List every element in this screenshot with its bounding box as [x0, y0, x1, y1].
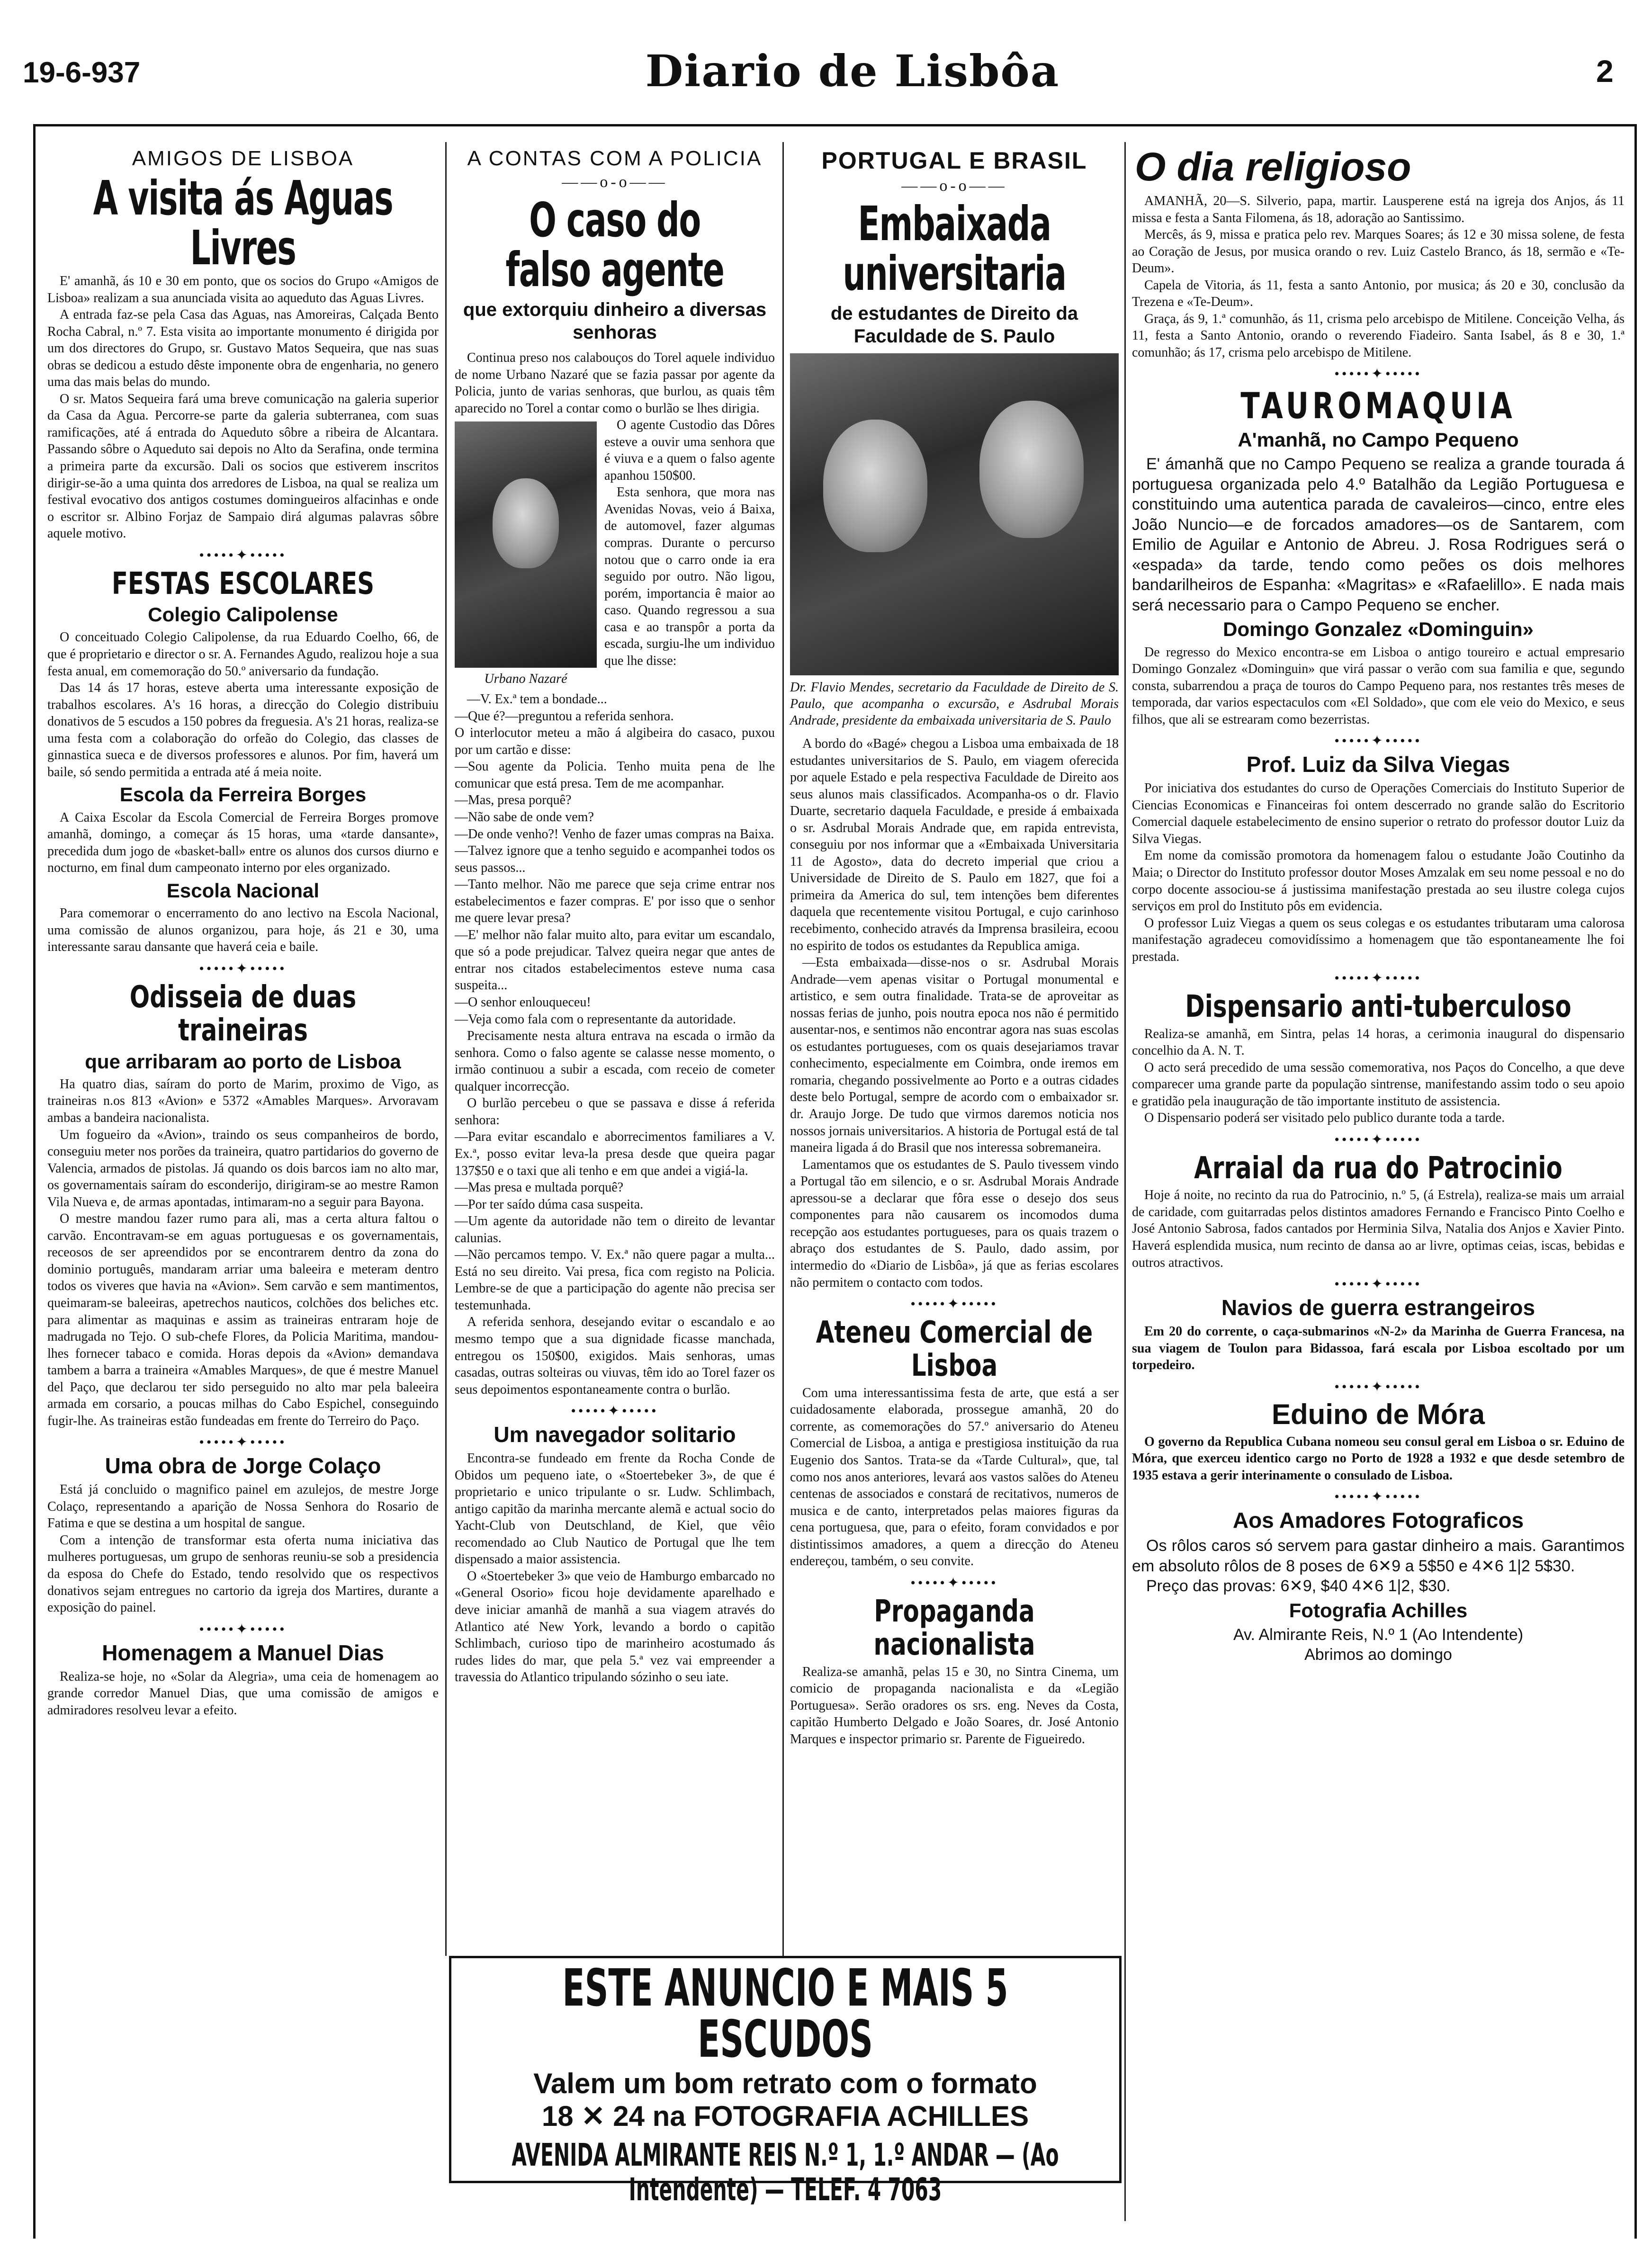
article-body: [47, 905, 439, 956]
ad-address: AVENIDA ALMIRANTE REIS N.º 1, 1.º ANDAR — (Ao Intendente) — TELEF. 4 7063: [512, 2137, 1059, 2208]
advertisement-box: [449, 1956, 1122, 2208]
paragraph: O acto será precedido de uma sessão comemorativa, nos Paços do Concelho, a que deve comparecer uma grande parte da população sintrense, manifestando assim todo o seu apoio e gratidão pela inauguração de tão importante instituto de assistencia.: [1132, 1060, 1625, 1109]
paragraph: —V. Ex.ª tem a bondade... —Que é?—preguntou a referida senhora. O interlocutor meteu a mão á algibeira do casaco, puxou por um cartão e disse: —Sou agente da Policia. Tenho muita pena de lhe comunicar que está presa. Tem de me acompanhar. —Mas, presa porquê? —Não sabe de onde vem? —De onde venho?! Venho de fazer umas compras na Baixa. —Talvez ignore que a tenho seguido e acompanhei todos os seus passos... —Tanto melhor. Não me parece que seja crime entrar nos estabelecimentos e fazer compras. E' por isso que o senhor me quere levar presa? —E' melhor não falar muito alto, para evitar um escandalo, que só a pode prejudicar. Talvez queira negar que antes de entrar nos citados estabelecimentos esteve numa casa suspeita... —O senhor enlouqueceu! —Veja como fala com o representante da autoridade.: [455, 692, 775, 1027]
paragraph: O «Stoertebeker 3» que veio de Hamburgo embarcado no «General Osorio» ficou hoje devidamente aparelhado e deve iniciar amanhã de manhã a sua viagem através do Atlantico até New York, levando a bordo o capitão Schlimbach, curioso tipo de marinheiro acostumado ás rudes lides do mar, que pela 5.ª vez vai empreender a travessia do Atlantico tripulando sózinho o seu iate.: [455, 1568, 775, 1685]
article-headline: Navios de guerra estrangeiros: [1221, 1295, 1535, 1320]
section-headline: O dia religioso: [1135, 144, 1411, 189]
article-subheadline: de estudantes de Direito da Faculdade de S. Paulo: [830, 303, 1078, 347]
paragraph: Mercês, ás 9, missa e pratica pelo rev. Marques Soares; ás 12 e 30 missa solene, de festa ao Coração de Jesus, por musica orando o rev. Luiz Castelo Branco, ás 18, sermão e «Te-Deum».: [1132, 227, 1625, 276]
paragraph: O agente Custodio das Dôres esteve a ouvir uma senhora que é viuva e a quem o falso agente apanhou 150$00.: [604, 418, 775, 483]
article-body: [47, 629, 439, 780]
paragraph: Preço das provas: 6✕9, $40 4✕6 1|2, $30.: [1146, 1577, 1451, 1595]
paragraph: Com a intenção de transformar esta oferta numa iniciativa das mulheres portuguesas, um grupo de senhoras reuniu-se sob a presidencia da esposa do Chefe do Estado, tendo resolvido que os respectivos donativos sejam entregues no cartorio da igreja dos Martires, durante a exposição do painel.: [47, 1532, 439, 1615]
paragraph: E' amanhã, ás 10 e 30 em ponto, que os socios do Grupo «Amigos de Lisboa» realizam a sua anunciada visita ao aqueduto das Aguas Livres.: [47, 274, 439, 305]
subheading: Escola da Ferreira Borges: [119, 783, 367, 806]
paragraph: Por iniciativa dos estudantes do curso de Operações Comerciais do Instituto Superior de Ciencias Economicas e Financeiras foi ontem descerrado no grande salão do Escritorio Comercial daquele estabelecimento de ensino superior o retrato do professor doutor Luiz da Silva Viegas.: [1132, 781, 1625, 846]
article-body: [47, 273, 439, 542]
newspaper-title: Diario de Lisbôa: [645, 45, 1060, 97]
issue-date: 19-6-937: [23, 56, 141, 89]
ornament-divider: ——o-o——: [562, 173, 668, 191]
ornament-divider: •••••✦•••••: [1334, 970, 1422, 986]
paragraph: —Esta embaixada—disse-nos o sr. Asdrubal Morais Andrade—vem apenas visitar o Portugal monumental e artistico, e sem outra finalidade. Trata-se de aproveitar as nossas ferias de junho, pois noutra epoca nos não é permitido ausentar-nos, e sentimos não encontrar agora nas suas escolas os estudantes portugueses, com os quais desejariamos travar conhecimento, especialmente em Coimbra, onde iremos em romaria, chegando possivelmente ao Porto e a outras cidades deste belo Portugal, sempre de acordo com o embaixador sr. dr. Araujo Jorge. De tudo que virmos daremos noticia nos nossos jornais universitarios. A historia de Portugal está de tal maneira ligada á do Brasil que nos interessa sobremaneira.: [790, 955, 1119, 1156]
column-rule: [782, 142, 784, 1956]
paragraph: Lamentamos que os estudantes de S. Paulo tivessem vindo a Portugal tão em silencio, e o sr. Asdrubal Morais Andrade apressou-se a declarar que fôra esse o desejo dos seus componentes para não causarem os incomodos duma recepção aos estudantes portugueses, para os quais trazem o abraço dos estudantes de S. Paulo, dado assim, por intermedio do «Diario de Lisbôa», já que as ferias escolares não permitem o contacto com todos.: [790, 1157, 1119, 1290]
paragraph: O conceituado Colegio Calipolense, da rua Eduardo Coelho, 66, de que é proprietario e director o sr. A. Fernandes Agudo, realizou hoje a sua festa anual, em comemoração do 50.º aniversario da fundação.: [47, 630, 439, 679]
ornament-divider: •••••✦•••••: [1334, 1131, 1422, 1147]
paragraph: O governo da Republica Cubana nomeou seu consul geral em Lisboa o sr. Eduino de Móra, que exerceu identico cargo no Porto de 1928 a 1932 e que desde setembro de 1935 estava a gerir interinamente o consulado de Lisboa.: [1132, 1434, 1625, 1483]
column-1: [47, 142, 439, 2235]
photo-caption: Dr. Flavio Mendes, secretario da Faculdade de Direito de S. Paulo, que acompanha o excursão, e Asdrubal Morais Andrade, presidente da embaixada universitaria de S. Paulo: [790, 680, 1119, 728]
paragraph: Capela de Vitoria, ás 11, festa a santo Antonio, por musica; ás 20 e 30, conclusão da Trezena e «Te-Deum».: [1132, 278, 1625, 310]
article-body: [1132, 1434, 1625, 1484]
double-portrait-photo: [790, 353, 1119, 675]
column-rule: [445, 142, 447, 1956]
article-body: [1132, 193, 1625, 361]
ornament-divider: •••••✦•••••: [1334, 1489, 1422, 1505]
paragraph: Precisamente nesta altura entrava na escada o irmão da senhora. Como o falso agente se calasse nesse momento, o irmão continuou a subir a escada, com receio de cometer qualquer incorrecção.: [455, 1029, 775, 1094]
ornament-divider: •••••✦•••••: [199, 1434, 287, 1451]
article-body: [1132, 1536, 1625, 1596]
article-body: [455, 349, 775, 1398]
article-headline: Homenagem a Manuel Dias: [102, 1640, 384, 1665]
article-headline: Odisseia de duas traineiras: [129, 979, 357, 1048]
article-body: [1132, 454, 1625, 615]
paragraph: Ha quatro dias, saíram do porto de Marim, proximo de Vigo, as traineiras n.os 813 «Avion» e 5372 «Amables Marques». Arvoravam ambas a bandeira nacionalista.: [47, 1076, 439, 1125]
ornament-divider: •••••✦•••••: [910, 1575, 998, 1591]
paragraph: A referida senhora, desejando evitar o escandalo e ao mesmo tempo que a sua dignidade ficasse manchada, entregou os 150$00, exigidos. Mais senhoras, umas casadas, outras solteiras ou viuvas, têm ido ao Torel fazer os seus depoimentos espontaneamente contra o burlão.: [455, 1315, 775, 1397]
ornament-divider: •••••✦•••••: [1334, 366, 1422, 382]
ad-line: 18 ✕ 24 na FOTOGRAFIA ACHILLES: [541, 2100, 1029, 2132]
article-body: [1132, 1323, 1625, 1374]
article-body: [1132, 1026, 1625, 1127]
ornament-divider: •••••✦•••••: [1334, 733, 1422, 749]
ornament-divider: •••••✦•••••: [571, 1403, 659, 1419]
article-headline: Arraial da rua do Patrocinio: [1194, 1150, 1562, 1186]
article-headline: Eduino de Móra: [1272, 1398, 1485, 1430]
paragraph: Um fogueiro da «Avion», traindo os seus companheiros de bordo, conseguiu meter nos porões da traineira, quatro partidarios do governo de Valencia, armados de pistolas. Já quando os dois barcos iam no alto mar, os governamentais saíram do esconderijo, dirigiram-se ao mestre Ramon Vila Nueva e, de armas apontadas, intimaram-no a seguir para Bayona.: [47, 1127, 439, 1210]
article-body: [455, 1450, 775, 1686]
paragraph: A bordo do «Bagé» chegou a Lisboa uma embaixada de 18 estudantes universitarios de S. Paulo, em viagem oferecida por aquele Estado e pela respectiva Faculdade de Direito aos seus alunos mais classificados. Acompanha-os o dr. Flavio Duarte, secretario daquela Faculdade, e preside á embaixada o sr. Asdrubal Morais Andrade que, em rapida entrevista, conseguiu por nos informar que a «Embaixada Universitaria 11 de Agosto», data do decreto imperial que criou a Universidade de Direito de S. Paulo em 1827, que foi a primeira da America do sul, tem intenções bem diferentes daquela que recentemente visitou Portugal, e cujo carinhoso recebimento, conhecido através da Imprensa brasileira, ecoou no espirito de todos os estudantes da Republica amiga.: [790, 736, 1119, 953]
paragraph: Continua preso nos calabouços do Torel aquele individuo de nome Urbano Nazaré que se fazia passar por agente da Policia, junto de varias senhoras, que burlou, as quais têm aparecido no Torel a contar como o burlão se lhes dirigia.: [455, 350, 775, 416]
paragraph: Está já concluido o magnifico painel em azulejos, de mestre Jorge Colaço, representando a aparição de Nossa Senhora do Rosario de Fatima e que se destina a um hospital de sangue.: [47, 1482, 439, 1531]
article-headline: FESTAS ESCOLARES: [111, 566, 375, 601]
article-body: [1132, 644, 1625, 728]
article-body: [1132, 780, 1625, 965]
column-2: [455, 142, 775, 1937]
paragraph: Realiza-se amanhã, pelas 15 e 30, no Sintra Cinema, um comicio de propaganda nacionalista e da «Legião Portuguesa». Serão oradores os srs. eng. Neves da Costa, capitão Humberto Delgado e João Soares, dr. José Antonio Marques e inspector primario sr. Parente de Figueiredo.: [790, 1664, 1119, 1747]
paragraph: Em 20 do corrente, o caça-submarinos «N-2» da Marinha de Guerra Francesa, na sua viagem de Toulon para Bidassoa, fará escala por Lisboa escoltado por um torpedeiro.: [1132, 1324, 1625, 1373]
paragraph: A Caixa Escolar da Escola Comercial de Ferreira Borges promove amanhã, domingo, a começar ás 15 horas, uma «tarde dansante», precedida dum jogo de «basket-ball» entre os alunos dos cursos diurno e nocturno, em final dum campeonato interno por eles organizado.: [47, 810, 439, 876]
paragraph: O professor Luiz Viegas a quem os seus colegas e os estudantes tributaram uma calorosa manifestação agradeceu comovidíssimo a homenagem que tão espontaneamente lhe foi prestada.: [1132, 915, 1625, 964]
paragraph: AMANHÃ, 20—S. Silverio, papa, martir. Lausperene está na igreja dos Anjos, ás 11 missa e festa a Santa Filomena, ás 18, adoração ao Santissimo.: [1132, 194, 1625, 225]
subheading: A'manhã, no Campo Pequeno: [1238, 429, 1519, 451]
paragraph: Com uma interessantissima festa de arte, que está a ser cuidadosamente elaborada, prossegue amanhã, 20 do corrente, as comemorações do 57.º aniversario do Ateneu Comercial de Lisboa, a antiga e prestigiosa instituição da rua Eugenio dos Santos. Trata-se da «Tarde Cultural», que, tal como nos anos anteriores, levará aos vastos salões do Ateneu centenas de associados e constará de recitativos, numeros de musica e de canto, interpretados pelas maiores figuras da cena portuguesa, que, para o efeito, foram convidados e por distintissimos amadores, a quem a direcção do Ateneu endereçou, também, o seu convite.: [790, 1385, 1119, 1569]
article-body: [1132, 1187, 1625, 1271]
subheading: Escola Nacional: [166, 879, 320, 902]
article-headline: Um navegador solitario: [494, 1422, 736, 1447]
paragraph: De regresso do Mexico encontra-se em Lisboa o antigo toureiro e actual empresario Domingo Gonzalez «Dominguin» que virá passar o verão com sua familia e que, segundo consta, subarrendou a praça de touros do Campo Pequeno para, nos restantes três meses de temporada, dar varios espectaculos com «El Soldado», que com ele veio do Mexico, e seus filhos, que ali se estrearam como bezerristas.: [1132, 645, 1625, 727]
paragraph: Das 14 ás 17 horas, esteve aberta uma interessante exposição de trabalhos escolares. A's 16 horas, a direcção do Colegio distribuiu donativos de 5 escudos a 150 pobres da freguesia. A's 21 horas, realiza-se uma festa com a colaboração do orfeão do Colegio, das classes de ginnastica sueca e de diversos professores e alunos. Por fim, haverá um baile, só sendo permitida a entrada até á meia noite.: [47, 681, 439, 780]
article-headline: Ateneu Comercial de Lisboa: [816, 1315, 1093, 1384]
paragraph: O burlão percebeu o que se passava e disse á referida senhora: —Para evitar escandalo e aborrecimentos familiares a V. Ex.ª, posso evitar leva-la presa desde que queira pagar 137$50 e o taxi que ali tenho e em que andei a vigiá-la. —Mas presa e multada porquê? —Por ter saído dúma casa suspeita. —Um agente da autoridade não tem o direito de levantar calunias. —Não percamos tempo. V. Ex.ª não quere pagar a multa... Está no seu direito. Vai presa, fica com registo na Policia. Lembre-se de que a participação do agente não precisa ser testemunhada.: [455, 1096, 775, 1313]
paragraph: Encontra-se fundeado em frente da Rocha Conde de Obidos um pequeno iate, o «Stoertebeker 3», de que é proprietario e unico tripulante o sr. Ludw. Schlimbach, antigo capitão da marinha mercante alemã e actual socio do Yacht-Club von Deutschland, de Kiel, que vêio recomendado ao Club Nautico de Portugal que lhe tem dispensado a maior assistencia.: [455, 1451, 775, 1567]
section-kicker: AMIGOS DE LISBOA: [132, 147, 354, 170]
subheading: Colegio Calipolense: [148, 603, 338, 626]
paragraph: Graça, ás 9, 1.ª comunhão, ás 11, crisma pelo arcebispo de Mitilene. Conceição Velha, ás 11, festa a Santo Antonio, orando o reverendo Fiadeiro. Santa Isabel, ás 8 e 30, 1.ª comunhão; ás 17, crisma pelo arcebispo de Mitilene.: [1132, 311, 1625, 360]
column-4: [1132, 142, 1625, 2226]
ornament-divider: •••••✦•••••: [199, 960, 287, 977]
article-headline: Propaganda nacionalista: [873, 1594, 1035, 1663]
article-headline: TAUROMAQUIA: [1240, 385, 1516, 427]
ornament-divider: •••••✦•••••: [1334, 1379, 1422, 1395]
shop-hours: Abrimos ao domingo: [1304, 1646, 1452, 1664]
portrait-photo: [455, 421, 597, 668]
photo-caption: Urbano Nazaré: [484, 672, 567, 687]
article-headline: O caso do falso agente: [505, 192, 724, 297]
section-kicker: A CONTAS COM A POLICIA: [467, 147, 763, 170]
subheading: que arribaram ao porto de Lisboa: [85, 1050, 401, 1073]
shop-name: Fotografia Achilles: [1289, 1599, 1468, 1622]
column-3: [790, 142, 1119, 1937]
ornament-divider: •••••✦•••••: [910, 1296, 998, 1312]
shop-address: Av. Almirante Reis, N.º 1 (Ao Intendente): [1233, 1625, 1524, 1644]
ornament-divider: •••••✦•••••: [199, 1621, 287, 1637]
article-body: [47, 1668, 439, 1719]
ornament-divider: •••••✦•••••: [1334, 1276, 1422, 1292]
paragraph: O mestre mandou fazer rumo para ali, mas a certa altura faltou o carvão. Encontravam-se em aguas portuguesas e os governamentais, receosos de ser apreendidos por se encontrarem dentro da zona do dominio português, mandaram arriar uma baleeira e meteram dentro todos os viveres que havia na «Avion». Sem carvão e sem mantimentos, queimaram-se baleeiras, apetrechos nauticos, colchões dos beliches etc. para alimentar as maquinas e assim as traineiras entraram hoje de madrugada no Tejo. O sub-chefe Flores, da Policia Maritima, mandou-lhes fornecer tabaco e comida. Horas depois da «Avion» demandava tambem a barra a traineira «Amables Marques», de que é mestre Manuel del Paço, que declarou ter sido perseguido no alto mar pela baleeira armada em corsario, a poucas milhas do Cabo Espichel, conseguindo fugir-lhe. As traineiras estão fundeadas em frente do Terreiro do Paço.: [47, 1211, 439, 1428]
paragraph: Em nome da comissão promotora da homenagem falou o estudante João Coutinho da Maia; o Director do Instituto professor doutor Moses Amzalak em seu nome pessoal e no do corpo docente associou-se á justissima manifestação prestada ao seu ilustre colega cujos serviços em prol do Instituto pôs em evidencia.: [1132, 848, 1625, 914]
article-body: [790, 1664, 1119, 1748]
article-headline: Embaixada universitaria: [843, 196, 1066, 301]
article-body: [47, 1481, 439, 1616]
column-rule: [1124, 142, 1126, 2221]
article-body: [790, 1385, 1119, 1570]
paragraph: Hoje á noite, no recinto da rua do Patrocinio, n.º 5, (á Estrela), realiza-se mais um arraial de caridade, com guitarradas pelos distintos amadores Fernando e Francisco Pinto Coelho e José Antonio Sabrosa, fados cantados por Herminia Silva, Natalia dos Anjos e Xavier Pinto. Haverá esplendida musica, num recinto de dansa ao ar livre, optimas ceias, iscas, bebidas e outros atractivos.: [1132, 1188, 1625, 1270]
paragraph: O sr. Matos Sequeira fará uma breve comunicação na galeria superior da Casa da Agua. Percorre-se parte da galeria subterranea, com suas ramificações, até á entrada do Aqueduto sôbre a ribeira de Alcantara. Passando sôbre o Aqueduto sai depois no Alto da Serafina, onde termina a primeira parte da excursão. Dali os socios que estiverem inscritos dirigir-se-ão a uma quinta dos arredores de Lisboa, na qual se realiza um festival evocativo dos antigos costumes domingueiros alfacinhas e onde o escritor sr. Albino Forjaz de Sampaio dirá algumas palavras sôbre aquele motivo.: [47, 391, 439, 541]
article-body: [47, 1076, 439, 1429]
photo-block: [455, 421, 597, 687]
article-headline: A visita ás Aguas Livres: [93, 170, 393, 276]
ad-headline: ESTE ANUNCIO E MAIS 5 ESCUDOS: [562, 1959, 1008, 2069]
paragraph: Os rôlos caros só servem para gastar dinheiro a mais. Garantimos em absoluto rôlos de 8 poses de 6✕9 a 5$50 e 4✕6 1|2 5$30.: [1132, 1537, 1625, 1575]
article-body: [47, 809, 439, 877]
paragraph: E' ámanhã que no Campo Pequeno se realiza a grande tourada á portuguesa organizada pelo 4.º Batalhão da Legião Portuguesa e constituindo uma autentica parada de cavaleiros—cinco, entre eles João Nuncio—e de forcados amadores—os de Santarem, com Emilio de Aguilar e Antonio de Abreu. J. Rosa Rodrigues será o «espada» da tarde, tendo como peões os dois melhores bandarilheiros de Espanha: «Magritas» e «Rafaelillo». E nada mais será necessario para o Campo Pequeno se encher.: [1132, 455, 1625, 614]
ornament-divider: ——o-o——: [901, 177, 1007, 195]
paragraph: Realiza-se amanhã, em Sintra, pelas 14 horas, a cerimonia inaugural do dispensario concelhio da A. N. T.: [1132, 1026, 1625, 1058]
ad-line: Valem um bom retrato com o formato: [533, 2068, 1037, 2099]
section-kicker: PORTUGAL E BRASIL: [821, 147, 1087, 174]
page-number: 2: [1596, 54, 1614, 89]
article-headline: Uma obra de Jorge Colaço: [105, 1453, 381, 1478]
paragraph: Realiza-se hoje, no «Solar da Alegria», uma ceia de homenagem ao grande corredor Manuel Dias, que uma comissão de amigos e admiradores resolveu levar a efeito.: [47, 1669, 439, 1718]
article-subheadline: que extorquiu dinheiro a diversas senhoras: [463, 299, 767, 343]
paragraph: Esta senhora, que mora nas Avenidas Novas, veio á Baixa, de automovel, fazer algumas compras. Durante o percurso notou que o carro onde ia era seguido por outro. Não ligou, porém, importancia ê maior ao caso. Quando regressou a sua casa e ao transpôr a porta da escada, surgiu-lhe um individuo que lhe disse:: [604, 485, 775, 668]
article-body: [790, 735, 1119, 1291]
article-headline: Prof. Luiz da Silva Viegas: [1246, 752, 1510, 777]
subheading: Domingo Gonzalez «Dominguin»: [1223, 618, 1534, 641]
paragraph: Para comemorar o encerramento do ano lectivo na Escola Nacional, uma comissão de alunos organizou, para hoje, ás 21 e 30, uma interessante sarau dansante que haverá ceia e baile.: [47, 906, 439, 955]
article-headline: Dispensario anti-tuberculoso: [1185, 989, 1571, 1025]
paragraph: O Dispensario poderá ser visitado pelo publico durante toda a tarde.: [1144, 1111, 1505, 1126]
paragraph: A entrada faz-se pela Casa das Aguas, nas Amoreiras, Calçada Bento Rocha Cabral, n.º 7. Esta visita ao importante monumento é dirigida por um dos directores do Grupo, sr. Gustavo Matos Sequeira, que nas suas obras se dedicou a estudo dêste imponente obra de engenharia, no genero uma das mais belas do mundo.: [47, 307, 439, 390]
article-headline: Aos Amadores Fotograficos: [1232, 1508, 1524, 1533]
ornament-divider: •••••✦•••••: [199, 547, 287, 563]
